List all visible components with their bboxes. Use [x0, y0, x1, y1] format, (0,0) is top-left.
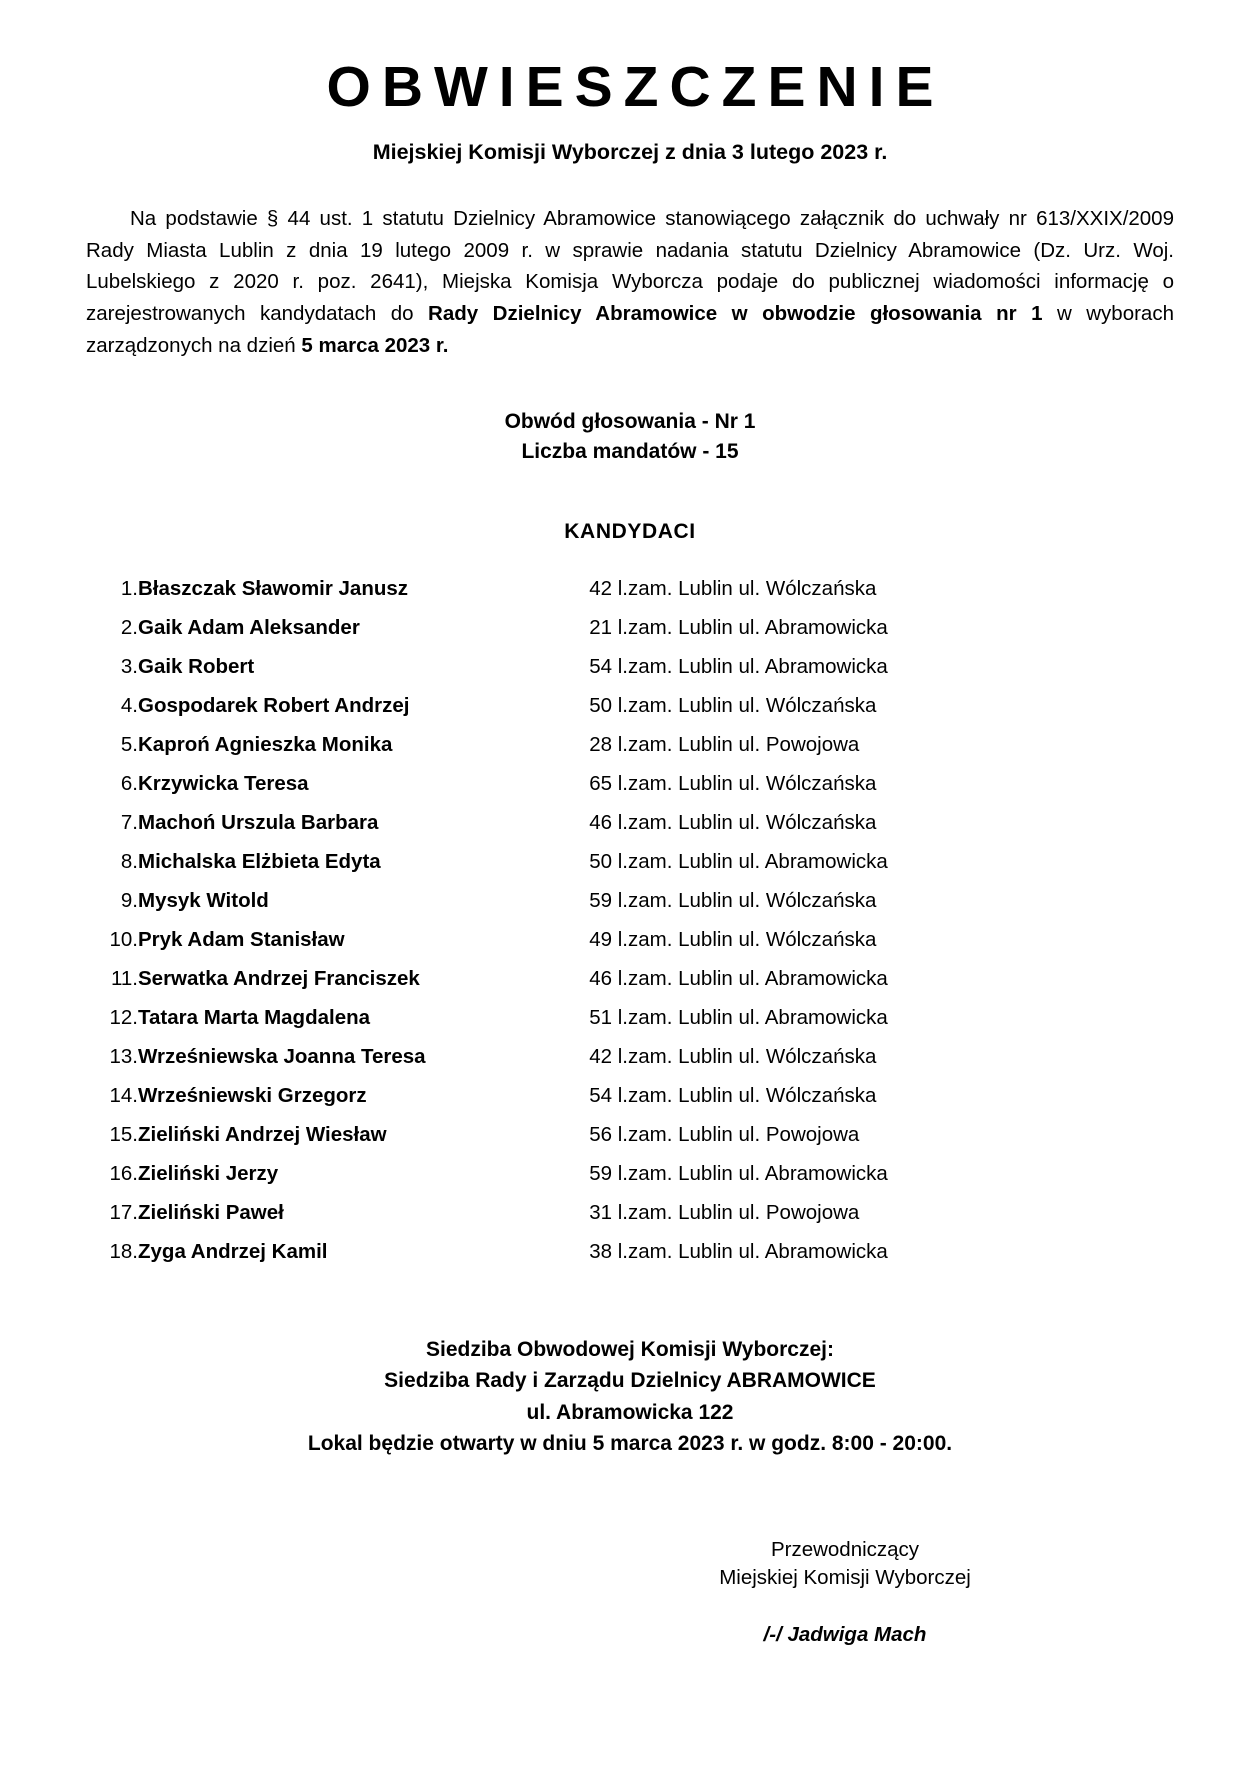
candidate-name: Zyga Andrzej Kamil: [138, 1240, 328, 1264]
signature-role-line1: Przewodniczący: [770, 1537, 920, 1561]
candidate-address: zam. Lublin ul. Abramowicka: [628, 850, 888, 874]
candidate-age: 51 l.: [589, 1006, 628, 1030]
candidate-age: 46 l.: [589, 967, 628, 991]
candidates-table-body: [86, 570, 1174, 1272]
candidate-age: 21 l.: [589, 616, 628, 640]
candidate-address: zam. Lublin ul. Wólczańska: [628, 889, 877, 913]
candidate-age: 49 l.: [589, 928, 628, 952]
candidate-name: Gospodarek Robert Andrzej: [138, 694, 410, 718]
table-row: [86, 1038, 1174, 1077]
candidate-number: 7.: [120, 811, 138, 835]
candidate-number: 16.: [109, 1162, 138, 1186]
candidate-name: Wrześniewski Grzegorz: [138, 1084, 367, 1108]
candidate-address: zam. Lublin ul. Wólczańska: [628, 577, 877, 601]
candidate-address: zam. Lublin ul. Abramowicka: [628, 1006, 888, 1030]
candidate-number: 15.: [109, 1123, 138, 1147]
intro-bold-council: Rady Dzielnicy Abramowice w obwodzie głosowania nr 1: [428, 302, 1043, 326]
candidate-address: zam. Lublin ul. Powojowa: [628, 733, 860, 757]
candidate-age: 50 l.: [589, 850, 628, 874]
candidate-name: Tatara Marta Magdalena: [138, 1006, 371, 1030]
candidate-name: Błaszczak Sławomir Janusz: [138, 577, 409, 601]
candidate-age: 42 l.: [589, 1045, 628, 1069]
candidates-table: [86, 570, 1174, 1272]
table-row: [86, 1077, 1174, 1116]
signature-name: /-/ Jadwiga Mach: [763, 1622, 927, 1646]
table-row: [86, 1116, 1174, 1155]
candidate-name: Gaik Adam Aleksander: [138, 616, 360, 640]
candidate-number: 3.: [120, 655, 138, 679]
district-number: Obwód głosowania - Nr 1: [504, 409, 756, 433]
candidate-age: 38 l.: [589, 1240, 628, 1264]
candidate-address: zam. Lublin ul. Powojowa: [628, 1201, 860, 1225]
candidate-name: Zieliński Paweł: [138, 1201, 284, 1225]
candidate-address: zam. Lublin ul. Abramowicka: [628, 616, 888, 640]
candidate-name: Gaik Robert: [138, 655, 255, 679]
candidate-address: zam. Lublin ul. Wólczańska: [628, 694, 877, 718]
candidate-age: 54 l.: [589, 1084, 628, 1108]
table-row: [86, 687, 1174, 726]
candidate-age: 54 l.: [589, 655, 628, 679]
candidate-name: Wrześniewska Joanna Teresa: [138, 1045, 426, 1069]
polling-station-info: [86, 1334, 1174, 1460]
candidate-number: 12.: [109, 1006, 138, 1030]
candidates-heading: KANDYDACI: [564, 519, 696, 543]
candidate-address: zam. Lublin ul. Abramowicka: [628, 1240, 888, 1264]
table-row: [86, 843, 1174, 882]
candidate-number: 11.: [111, 967, 138, 991]
table-row: [86, 726, 1174, 765]
candidate-number: 6.: [120, 772, 138, 796]
candidate-number: 14.: [109, 1084, 138, 1108]
table-row: [86, 1155, 1174, 1194]
signature-block: [86, 1536, 1174, 1650]
candidate-name: Krzywicka Teresa: [138, 772, 309, 796]
candidate-age: 31 l.: [589, 1201, 628, 1225]
polling-station-hours: Lokal będzie otwarty w dniu 5 marca 2023 r. w godz. 8:00 - 20:00.: [307, 1432, 953, 1456]
candidate-age: 42 l.: [589, 577, 628, 601]
table-row: [86, 765, 1174, 804]
candidate-address: zam. Lublin ul. Abramowicka: [628, 655, 888, 679]
candidate-name: Pryk Adam Stanisław: [138, 928, 345, 952]
table-row: [86, 960, 1174, 999]
candidate-address: zam. Lublin ul. Wólczańska: [628, 772, 877, 796]
candidate-age: 50 l.: [589, 694, 628, 718]
candidate-address: zam. Lublin ul. Abramowicka: [628, 1162, 888, 1186]
intro-text-part2: w wyborach zarządzonych na dzień: [86, 302, 1174, 357]
candidate-number: 18.: [109, 1240, 138, 1264]
candidate-name: Serwatka Andrzej Franciszek: [138, 967, 420, 991]
candidate-address: zam. Lublin ul. Wólczańska: [628, 811, 877, 835]
page-title: OBWIESZCZENIE: [326, 55, 945, 119]
table-row: [86, 921, 1174, 960]
intro-text-part1: Na podstawie § 44 ust. 1 statutu Dzielnicy Abramowice stanowiącego załącznik do uchwały nr 613/XXIX/2009 Rady Miasta Lublin z dnia 19 lutego 2009 r. w sprawie nadania statutu Dzielnicy Abramowice (Dz. Urz. Woj. Lubelskiego z 2020 r. poz. 2641), Miejska Komisja Wyborcza podaje do publicznej wiadomości informację o zarejestrowanych kandydatach do: [86, 206, 1174, 326]
candidate-number: 2.: [120, 616, 138, 640]
candidate-number: 4.: [120, 694, 138, 718]
candidate-age: 28 l.: [589, 733, 628, 757]
table-row: [86, 1233, 1174, 1272]
candidate-name: Kaproń Agnieszka Monika: [138, 733, 393, 757]
intro-paragraph: [86, 203, 1174, 362]
candidate-number: 9.: [120, 889, 138, 913]
candidate-age: 65 l.: [589, 772, 628, 796]
candidate-number: 8.: [120, 850, 138, 874]
candidate-address: zam. Lublin ul. Wólczańska: [628, 1045, 877, 1069]
candidate-number: 5.: [120, 733, 138, 757]
candidate-number: 13.: [109, 1045, 138, 1069]
table-row: [86, 1194, 1174, 1233]
signature-role-line2: Miejskiej Komisji Wyborczej: [719, 1566, 971, 1590]
mandates-count: Liczba mandatów - 15: [521, 440, 739, 464]
candidate-address: zam. Lublin ul. Wólczańska: [628, 928, 877, 952]
polling-station-venue: Siedziba Rady i Zarządu Dzielnicy ABRAMOWICE: [384, 1369, 876, 1393]
intro-bold-date: 5 marca 2023 r.: [301, 333, 449, 357]
table-row: [86, 882, 1174, 921]
table-row: [86, 999, 1174, 1038]
candidate-age: 59 l.: [589, 889, 628, 913]
document-subtitle: Miejskiej Komisji Wyborczej z dnia 3 lutego 2023 r.: [372, 139, 888, 164]
polling-station-address: ul. Abramowicka 122: [526, 1400, 734, 1424]
candidate-name: Zieliński Andrzej Wiesław: [138, 1123, 387, 1147]
candidate-number: 17.: [109, 1201, 138, 1225]
table-row: [86, 648, 1174, 687]
table-row: [86, 609, 1174, 648]
candidate-age: 56 l.: [589, 1123, 628, 1147]
candidate-name: Michalska Elżbieta Edyta: [138, 850, 381, 874]
table-row: [86, 804, 1174, 843]
candidate-address: zam. Lublin ul. Powojowa: [628, 1123, 860, 1147]
polling-station-heading: Siedziba Obwodowej Komisji Wyborczej:: [425, 1337, 834, 1361]
table-row: [86, 570, 1174, 609]
candidate-address: zam. Lublin ul. Abramowicka: [628, 967, 888, 991]
district-info: [86, 407, 1174, 468]
candidate-age: 59 l.: [589, 1162, 628, 1186]
candidate-name: Mysyk Witold: [138, 889, 269, 913]
candidate-address: zam. Lublin ul. Wólczańska: [628, 1084, 877, 1108]
candidate-age: 46 l.: [589, 811, 628, 835]
candidate-name: Zieliński Jerzy: [138, 1162, 279, 1186]
candidate-name: Machoń Urszula Barbara: [138, 811, 379, 835]
candidate-number: 10.: [109, 928, 138, 952]
candidate-number: 1.: [120, 577, 138, 601]
